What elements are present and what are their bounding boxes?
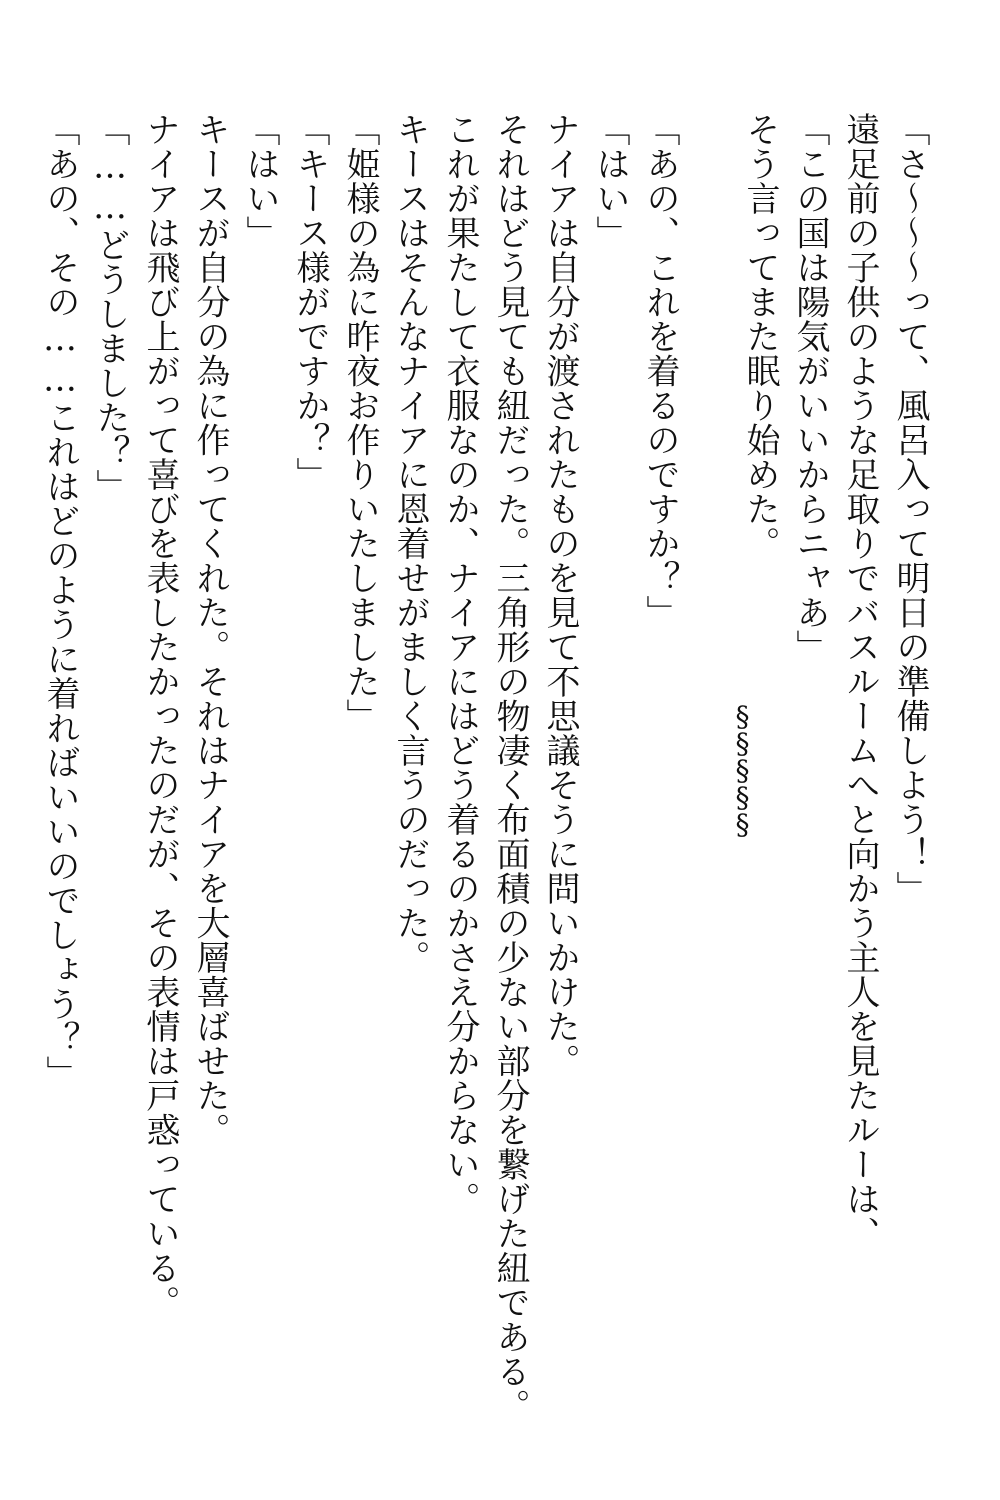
text-line: 「はい」 [240, 112, 280, 250]
text-line: それはどう見ても紐だった。三角形の物凄く布面積の少ない部分を繋げた紐である。 [490, 112, 530, 1423]
text-line: キースが自分の為に作ってくれた。それはナイアを大層喜ばせた。 [190, 112, 230, 1147]
text-line: 「あの、これを着るのですか？」 [640, 112, 680, 630]
text-line: 遠足前の子供のような足取りでバスルームへと向かう主人を見たルーは、 [840, 112, 880, 1251]
text-line: 「はい」 [590, 112, 630, 250]
text-line: これが果たして衣服なのか、ナイアにはどう着るのかさえ分からない。 [440, 112, 480, 1216]
text-line: 「……どうしました？」 [90, 112, 130, 504]
text-line: 「あの、その……これはどのように着ればいいのでしょう？」 [40, 112, 80, 1090]
text-line: 「キース様がですか？」 [290, 112, 330, 492]
text-line: キースはそんなナイアに恩着せがましく言うのだった。 [390, 112, 430, 975]
text-line: ナイアは飛び上がって喜びを表したかったのだが、その表情は戸惑っている。 [140, 112, 180, 1320]
text-line: 「姫様の為に昨夜お作りいたしました」 [340, 112, 380, 733]
text-line: そう言ってまた眠り始めた。 [740, 112, 780, 561]
text-line: ナイアは自分が渡されたものを見て不思議そうに問いかけた。 [540, 112, 580, 1078]
text-line: 「この国は陽気がいいからニャあ」 [790, 112, 830, 664]
text-line: 「さ〜〜〜って、風呂入って明日の準備しよう！」 [890, 112, 930, 906]
section-separator: §§§§§ [726, 700, 759, 835]
